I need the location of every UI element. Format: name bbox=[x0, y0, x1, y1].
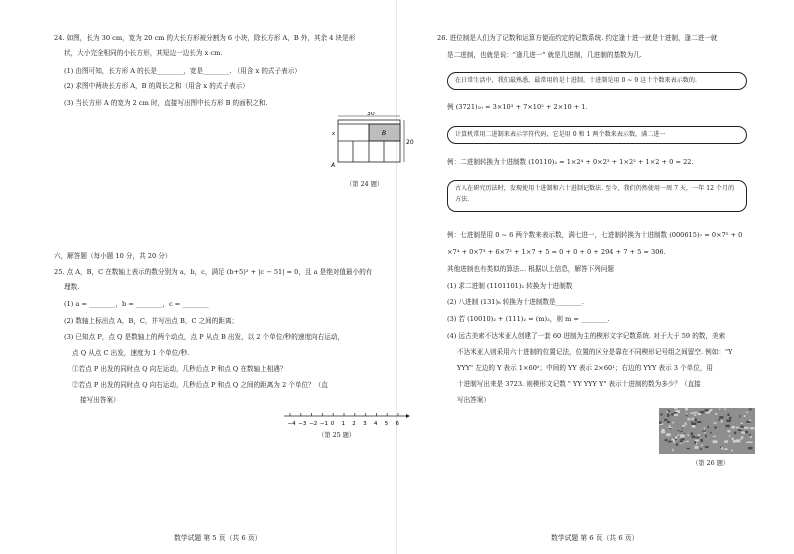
q25-sub2b: 接写出答案） bbox=[80, 396, 120, 404]
left-footer: 数学试题 第 5 页（共 6 页） bbox=[174, 534, 262, 542]
box2-text: 计算机常用二进制来表示字符代码，它是用 0 和 1 两个数来表示数，满二进一 bbox=[455, 131, 666, 138]
q24-line1: 24. 如图，长为 30 cm，宽为 20 cm 的大长方形被分割为 6 小块，除长方形 A，B 外，其余 4 块是形 bbox=[54, 34, 356, 42]
axis-tick-label: 4 bbox=[373, 421, 378, 427]
q26-part4e: 写出答案） bbox=[457, 396, 490, 404]
box1-text: 在日常生活中，我们最熟悉，最常用的是十进制，十进制是用 0 ~ 9 这十个数来表示数的. bbox=[455, 77, 697, 84]
q26-info-box-binary bbox=[447, 126, 747, 144]
q25-part3a: (3) 已知点 P，点 Q 是数轴上的两个动点，点 P 从点 B 出发，以 2 个单位/秒的速度向右运动， bbox=[64, 333, 345, 341]
axis-tick-label: 3 bbox=[363, 421, 367, 427]
q26-example3a: 例：七进制是用 0 ~ 6 两个数来表示数，满七进一，七进制转换为十进制数 (000615)₇ = 0×7⁵ + 0 bbox=[447, 231, 743, 239]
q26-intro: 其他进制也有类似的算法… 根据以上信息，解答下列问题 bbox=[447, 265, 614, 273]
fig-label-b: B bbox=[382, 130, 387, 137]
axis-tick-label: 1 bbox=[341, 421, 345, 427]
q24-caption: （第 24 题） bbox=[346, 181, 384, 188]
q26-part4c: YYY" 左边的 Y 表示 1×60²；中间的 YY 表示 2×60¹；右边的 YYY 表示 3 个单位，用 bbox=[457, 364, 714, 372]
axis-tick-label: −3 bbox=[298, 421, 307, 427]
q26-example1: 例 (3721)₁₀ = 3×10³ + 7×10² + 2×10 + 1. bbox=[447, 103, 588, 111]
q26-part2: (2) 八进制 (131)₈ 转换为十进制数是________. bbox=[447, 298, 585, 306]
q24-part1: (1) 由图可知，长方形 A 的长是________，宽是________. （用含 x 的式子表示） bbox=[64, 67, 301, 75]
q25-sub1: ①若点 P 出发的同时点 Q 向左运动，几秒后点 P 和点 Q 在数轴上相遇？ bbox=[72, 365, 287, 373]
q25-line2: 理数. bbox=[64, 283, 80, 291]
q25-part3b: 点 Q 从点 C 出发，速度为 1 个单位/秒. bbox=[72, 349, 190, 357]
q24-line2: 状，大小完全相同的小长方形，其短边一边长为 x cm. bbox=[64, 49, 223, 57]
axis-tick-label: 6 bbox=[395, 421, 399, 427]
q26-info-box-history bbox=[447, 180, 747, 212]
fig-label-x: x bbox=[332, 131, 335, 137]
axis-tick-label: 0 bbox=[330, 421, 335, 427]
fig-label-20: 20 bbox=[406, 139, 414, 146]
fig-label-30: 30 bbox=[367, 112, 375, 117]
q26-part4b: 不达米亚人则采用六十进制的位置记法，位置的区分是靠在不同楔形记号组之间留空. 例如："Y bbox=[457, 348, 733, 356]
q25-line1: 25. 点 A，B，C 在数轴上表示的数分别为 a，b，c，满足 (b+5)² + |c − 51| = 0，且 a 是绝对值最小的有 bbox=[54, 268, 373, 276]
axis-tick-label: −4 bbox=[287, 421, 296, 427]
q25-part1: (1) a = ________，b = ________，c = ________ bbox=[64, 300, 209, 308]
fig-label-a: A bbox=[331, 162, 336, 169]
section6-heading: 六，解答题（每小题 10 分，共 20 分） bbox=[54, 252, 172, 260]
q25-part2: (2) 数轴上标出点 A，B，C，并写出点 B，C 之间的距离； bbox=[64, 317, 239, 325]
axis-tick-label: 5 bbox=[384, 421, 389, 427]
q25-sub2a: ②若点 P 出发的同时点 Q 向右运动，几秒后点 P 和点 Q 之间的距离为 2 个单位？（直 bbox=[72, 381, 328, 389]
box3-text: 古人在研究历法时，发现使用十进制和六十进制记数法. 至今，我们仍然使用一周 7 天，一年 12 个月的方法. bbox=[455, 185, 735, 203]
q25-number-line bbox=[280, 408, 410, 430]
cuneiform-tablet-image bbox=[659, 408, 755, 454]
q26-info-box-decimal bbox=[447, 72, 747, 90]
axis-tick-label: −2 bbox=[309, 421, 318, 427]
q26-example2: 例：二进制转换为十进制数 (10110)₂ = 1×2⁴ + 0×2³ + 1×2² + 1×2 + 0 = 22. bbox=[447, 158, 694, 166]
q26-part3: (3) 若 (10010)₂ + (111)₂ = (m)₂，则 m = ________. bbox=[447, 315, 610, 323]
q26-part1: (1) 求二进制 (1101101)₂ 转换为十进制数 bbox=[447, 282, 573, 290]
q24-part3: (3) 当长方形 A 的宽为 2 cm 时，直接写出图中长方形 B 的面积之和. bbox=[64, 99, 268, 107]
q26-example3b: ×7⁴ + 0×7³ + 6×7² + 1×7 + 5 = 0 + 0 + 0 + 294 + 7 + 5 = 306. bbox=[447, 248, 666, 256]
axis-tick-label: 2 bbox=[352, 421, 356, 427]
q26-caption: （第 26 题） bbox=[692, 460, 730, 467]
q25-caption: （第 25 题） bbox=[318, 432, 356, 439]
q26-line1: 26. 进位制是人们为了记数和运算方便而约定的记数系统. 约定逢十进一就是十进制，逢二进一就 bbox=[437, 34, 718, 42]
q26-part4d: 十进制写出来是 3723. 则楔形文记数 " YY YYY Y" 表示十进制的数为多少？（直接 bbox=[457, 380, 701, 388]
q26-line2: 是二进制，也就是说："逢几进一" 就是几进制，几进制的基数为几. bbox=[447, 51, 642, 59]
q24-part2: (2) 求图中两块长方形 A，B 的周长之和（用含 x 的式子表示） bbox=[64, 82, 249, 90]
right-footer: 数学试题 第 6 页（共 6 页） bbox=[551, 534, 639, 542]
q26-part4a: (4) 远古美索不达米亚人创建了一套 60 进制为主的楔形文字记数系统. 对于大于 59 的数，美索 bbox=[447, 332, 726, 340]
right-page bbox=[397, 0, 794, 554]
axis-tick-label: −1 bbox=[319, 421, 329, 427]
